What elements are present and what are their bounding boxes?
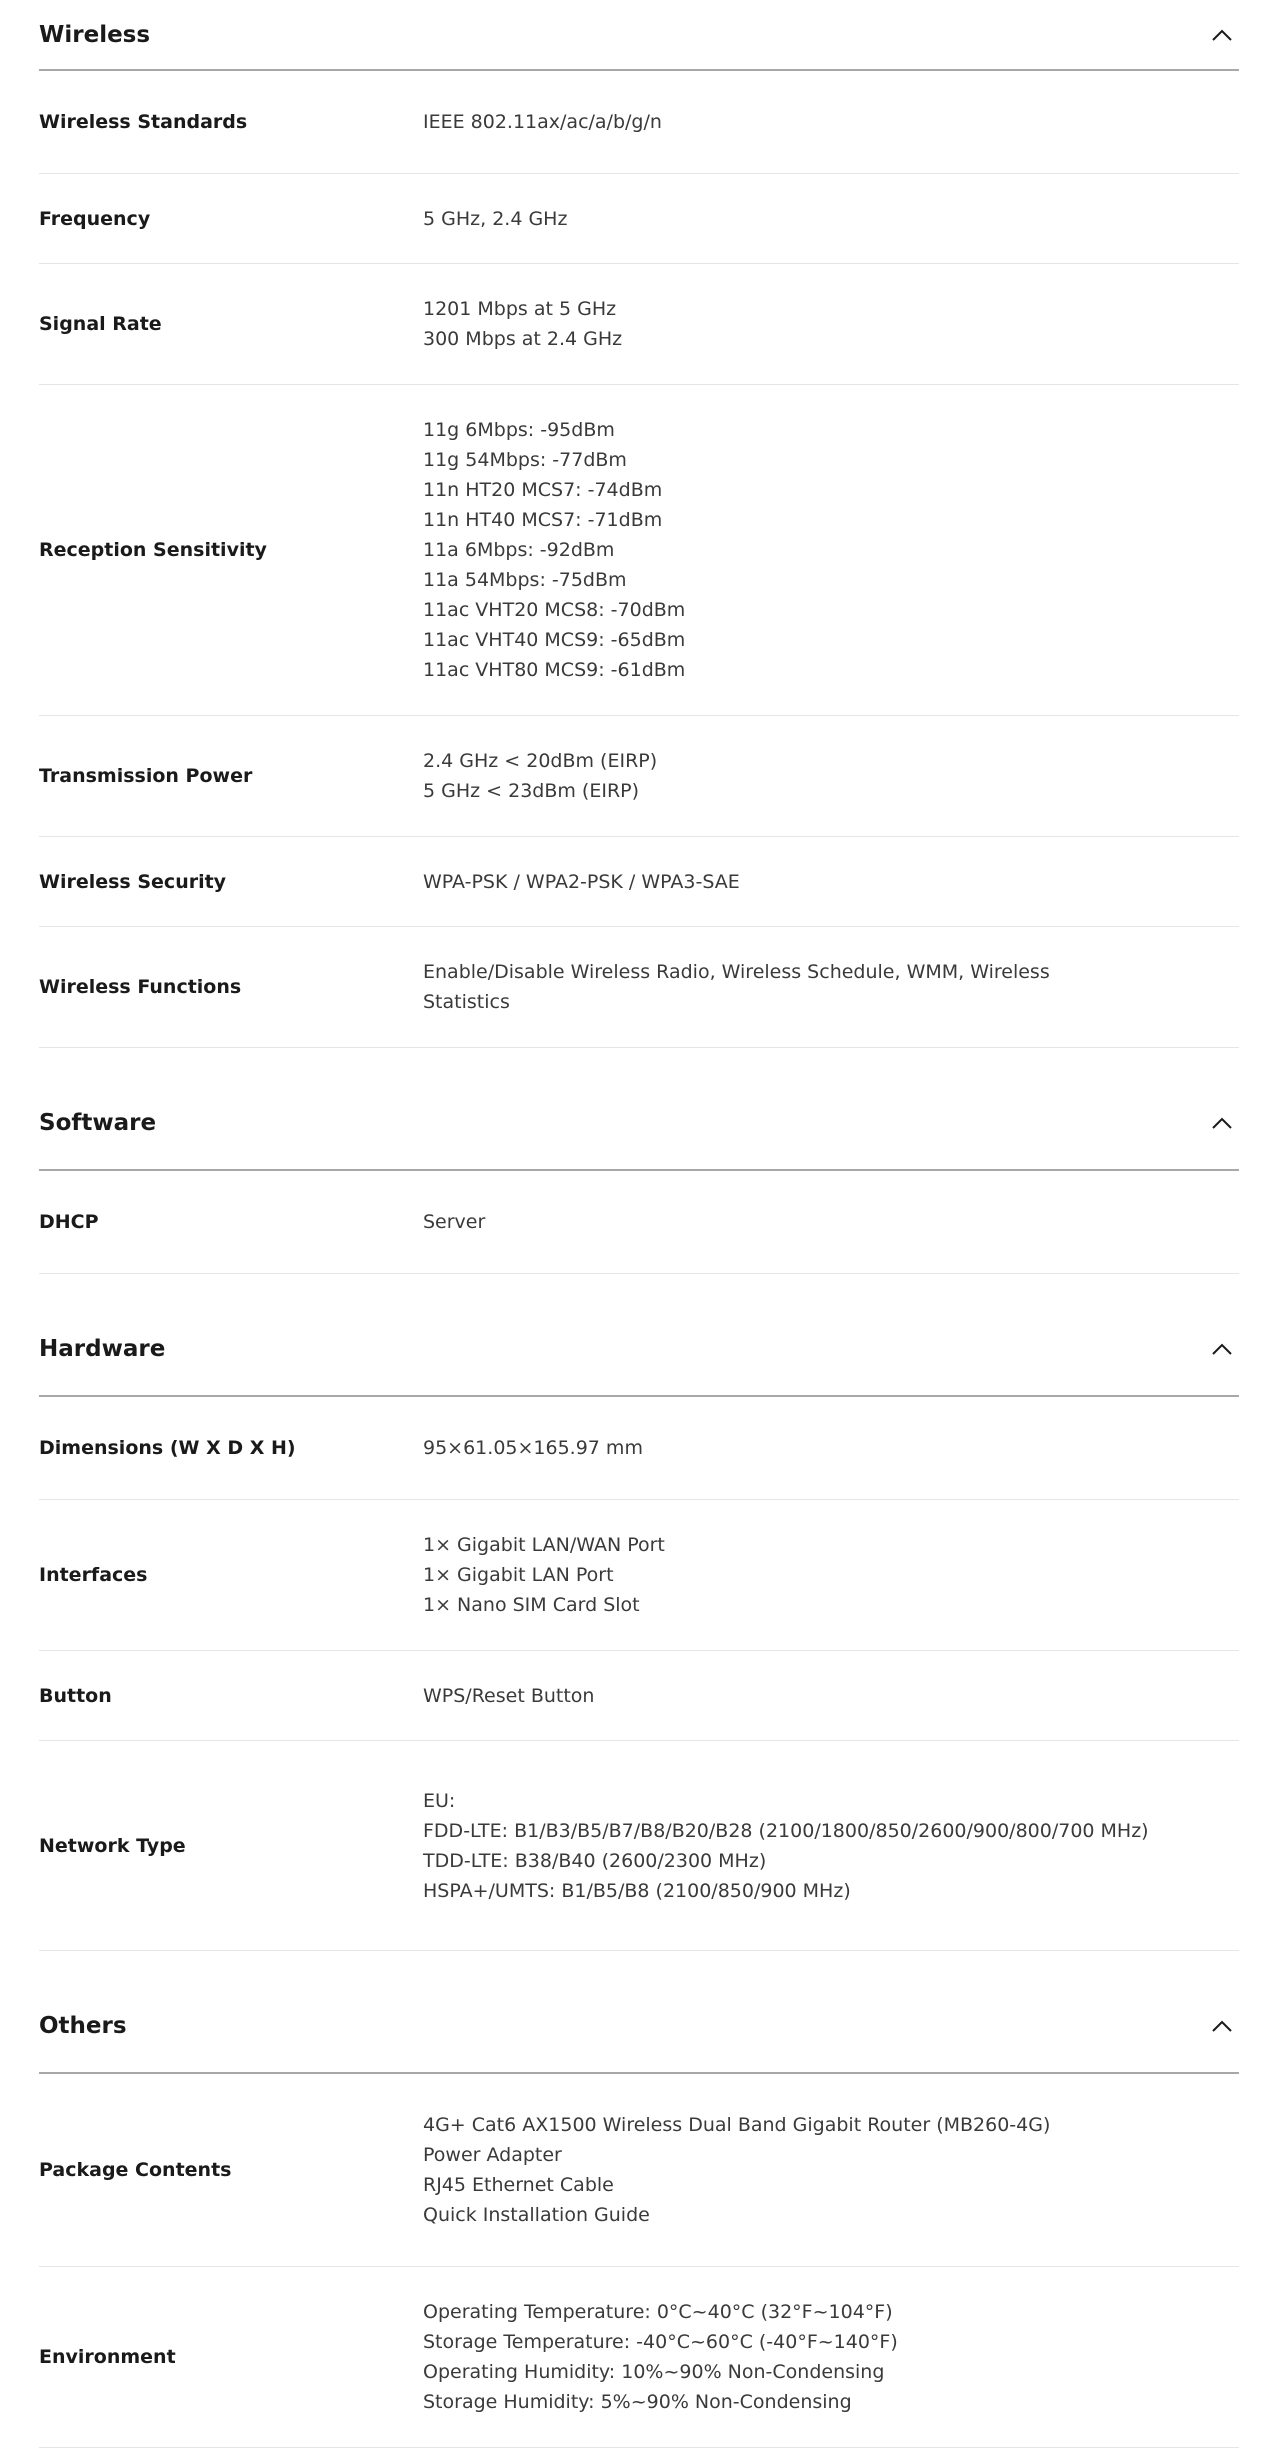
- section-header-others[interactable]: [39, 1951, 1239, 2074]
- spec-label: Package Contents: [39, 2159, 232, 2181]
- spec-label: Network Type: [39, 1834, 186, 1857]
- spec-value: [423, 1681, 594, 1711]
- spec-value-line: Storage Humidity: 5%~90% Non-Condensing: [423, 2391, 852, 2413]
- spec-label: Dimensions (W X D X H): [39, 1437, 296, 1459]
- spec-value-line: 11g 6Mbps: -95dBm: [423, 419, 615, 441]
- spec-value-line: HSPA+/UMTS: B1/B5/B8 (2100/850/900 MHz): [423, 1879, 851, 1902]
- spec-value: [423, 746, 657, 806]
- chevron-up-icon[interactable]: [1207, 1334, 1237, 1364]
- spec-row-interfaces: [39, 1500, 1239, 1651]
- spec-label: Wireless Functions: [39, 976, 242, 998]
- spec-row-dhcp: [39, 1171, 1239, 1274]
- spec-row-frequency: [39, 174, 1239, 264]
- spec-value: [423, 2297, 898, 2417]
- section-header-wireless[interactable]: [39, 0, 1239, 71]
- spec-value-line: Operating Humidity: 10%~90% Non-Condensing: [423, 2361, 885, 2383]
- spec-value-line: Storage Temperature: -40°C~60°C (-40°F~140°F): [423, 2331, 898, 2353]
- spec-value: [423, 294, 622, 354]
- spec-value-line: 1× Gigabit LAN Port: [423, 1564, 614, 1586]
- spec-value-line: Statistics: [423, 991, 510, 1013]
- spec-value-line: 2.4 GHz < 20dBm (EIRP): [423, 750, 658, 772]
- spec-value: [423, 867, 740, 897]
- section-others: [39, 1951, 1239, 2448]
- section-wireless: [39, 0, 1239, 1048]
- spec-row-wireless-standards: [39, 71, 1239, 174]
- spec-value-line: 1201 Mbps at 5 GHz: [423, 298, 617, 320]
- spec-value-line: 11ac VHT20 MCS8: -70dBm: [423, 599, 686, 621]
- spec-value-line: TDD-LTE: B38/B40 (2600/2300 MHz): [423, 1849, 767, 1872]
- spec-row-wireless-security: [39, 837, 1239, 927]
- spec-value-line: 11n HT20 MCS7: -74dBm: [423, 479, 663, 501]
- spec-value-line: 5 GHz, 2.4 GHz: [423, 207, 568, 230]
- spec-value: [423, 1786, 1149, 1906]
- spec-value-line: 11a 6Mbps: -92dBm: [423, 539, 615, 561]
- spec-value-line: Power Adapter: [423, 2144, 562, 2166]
- spec-value: [423, 415, 685, 685]
- spec-value-line: 4G+ Cat6 AX1500 Wireless Dual Band Gigabit Router (MB260-4G): [423, 2114, 1051, 2136]
- spec-label: Wireless Standards: [39, 111, 248, 133]
- section-title: Software: [39, 1109, 157, 1136]
- spec-row-transmission-power: [39, 716, 1239, 837]
- spec-value-line: 11a 54Mbps: -75dBm: [423, 569, 627, 591]
- spec-value-line: Operating Temperature: 0°C~40°C (32°F~104°F): [423, 2301, 893, 2323]
- section-software: [39, 1048, 1239, 1274]
- spec-value-line: 5 GHz < 23dBm (EIRP): [423, 780, 640, 802]
- section-title: Others: [39, 2012, 127, 2039]
- spec-value: [423, 204, 567, 234]
- spec-value-line: FDD-LTE: B1/B3/B5/B7/B8/B20/B28 (2100/1800/850/2600/900/800/700 MHz): [423, 1819, 1149, 1842]
- spec-value-line: 1× Gigabit LAN/WAN Port: [423, 1534, 665, 1556]
- spec-row-signal-rate: [39, 264, 1239, 385]
- section-title: Hardware: [39, 1335, 166, 1362]
- spec-row-reception-sensitivity: [39, 385, 1239, 716]
- spec-label: Transmission Power: [39, 765, 253, 787]
- spec-value-line: IEEE 802.11ax/ac/a/b/g/n: [423, 111, 662, 133]
- spec-value-line: 300 Mbps at 2.4 GHz: [423, 328, 623, 350]
- spec-label: DHCP: [39, 1211, 99, 1233]
- spec-row-wireless-functions: [39, 927, 1239, 1048]
- spec-row-network-type: [39, 1741, 1239, 1951]
- spec-value: [423, 107, 662, 137]
- chevron-up-icon[interactable]: [1207, 20, 1237, 50]
- chevron-up-icon[interactable]: [1207, 2011, 1237, 2041]
- chevron-up-icon[interactable]: [1207, 1108, 1237, 1138]
- section-hardware: [39, 1274, 1239, 1951]
- spec-label: Environment: [39, 2346, 176, 2368]
- spec-value-line: 1× Nano SIM Card Slot: [423, 1594, 640, 1616]
- spec-value: [423, 2110, 1050, 2230]
- spec-value-line: RJ45 Ethernet Cable: [423, 2174, 614, 2196]
- spec-row-dimensions: [39, 1397, 1239, 1500]
- spec-row-button: [39, 1651, 1239, 1741]
- spec-value-line: Quick Installation Guide: [423, 2204, 650, 2226]
- spec-row-environment: [39, 2267, 1239, 2448]
- spec-value-line: 11ac VHT40 MCS9: -65dBm: [423, 629, 686, 651]
- section-title: Wireless: [39, 21, 151, 48]
- spec-value: [423, 957, 1050, 1017]
- spec-value: [423, 1433, 643, 1463]
- spec-value: [423, 1207, 485, 1237]
- spec-label: Wireless Security: [39, 870, 227, 893]
- section-header-software[interactable]: [39, 1048, 1239, 1171]
- spec-label: Interfaces: [39, 1564, 148, 1586]
- spec-label: Reception Sensitivity: [39, 539, 267, 561]
- spec-value-line: WPA-PSK / WPA2-PSK / WPA3-SAE: [423, 870, 740, 893]
- spec-value-line: 11g 54Mbps: -77dBm: [423, 449, 627, 471]
- spec-value-line: EU:: [423, 1789, 456, 1812]
- spec-value-line: Server: [423, 1211, 486, 1233]
- spec-value-line: Enable/Disable Wireless Radio, Wireless Schedule, WMM, Wireless: [423, 961, 1050, 983]
- spec-label: Frequency: [39, 207, 151, 230]
- section-header-hardware[interactable]: [39, 1274, 1239, 1397]
- spec-value: [423, 1530, 665, 1620]
- spec-label: Signal Rate: [39, 313, 162, 335]
- spec-value-line: 11ac VHT80 MCS9: -61dBm: [423, 659, 686, 681]
- spec-value-line: 11n HT40 MCS7: -71dBm: [423, 509, 663, 531]
- spec-label: Button: [39, 1684, 112, 1707]
- spec-value-line: WPS/Reset Button: [423, 1684, 595, 1707]
- spec-row-package-contents: [39, 2074, 1239, 2267]
- spec-value-line: 95×61.05×165.97 mm: [423, 1437, 643, 1459]
